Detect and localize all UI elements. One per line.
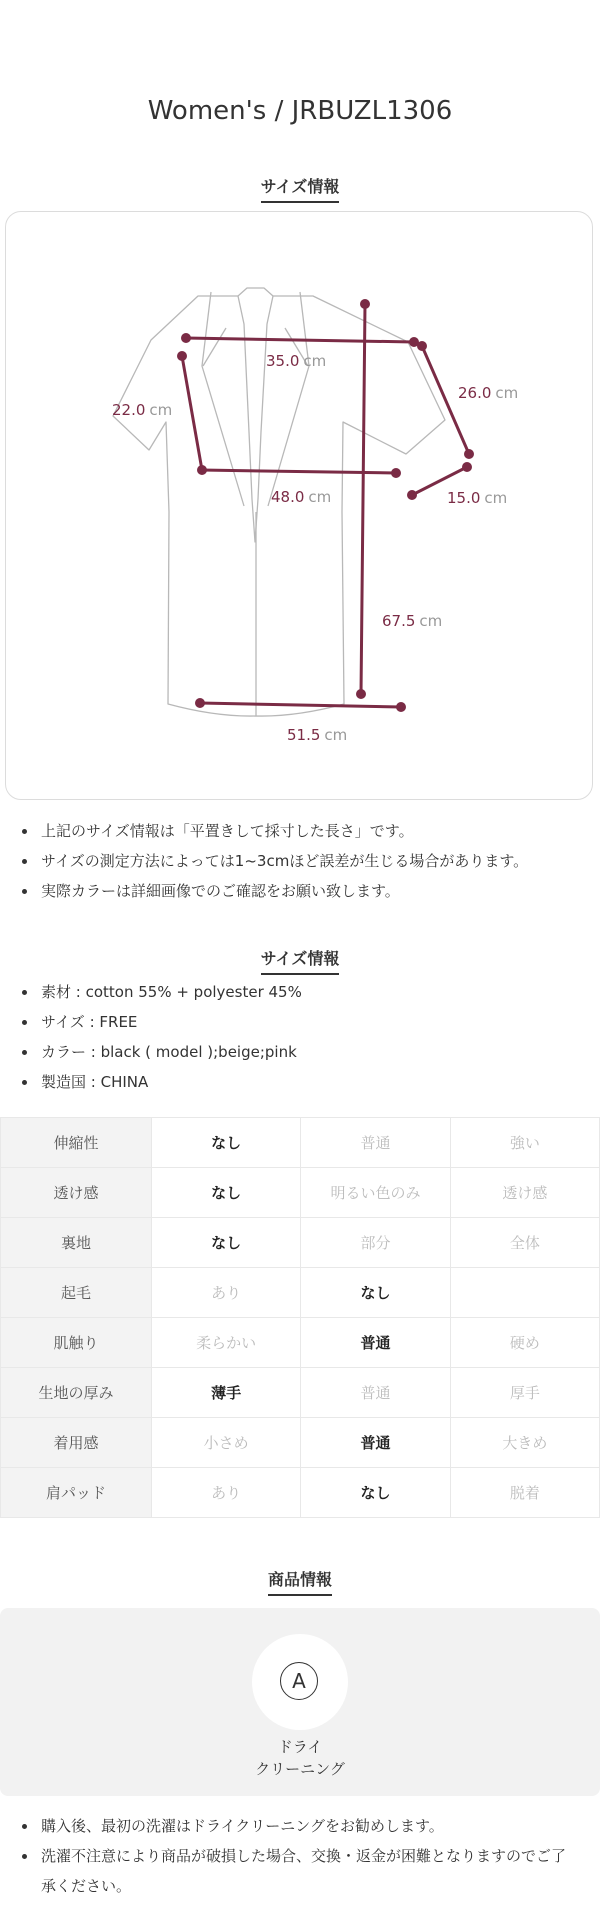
marker-dot [179,353,186,360]
marker-dot [393,470,400,477]
table-row [1,1268,600,1318]
armhole-label: 22.0 cm [112,401,173,419]
marker-dot [466,451,473,458]
attribute-option: 明るい色のみ [301,1168,450,1218]
attribute-option-selected: なし [152,1118,301,1168]
list-item: サイズ : FREE [0,1007,600,1037]
spec-list [0,977,600,1097]
attribute-option-selected: なし [301,1468,450,1518]
marker-dot [411,339,418,346]
attribute-option: あり [152,1268,301,1318]
attribute-option: 全体 [450,1218,599,1268]
attribute-option: 硬め [450,1318,599,1368]
size-diagram [5,211,593,800]
list-item: カラー : black ( model );beige;pink [0,1037,600,1067]
marker-dot [199,467,206,474]
table-row [1,1118,600,1168]
attribute-option-selected: 普通 [301,1318,450,1368]
garment-diagram [6,212,594,801]
attribute-label: 透け感 [1,1168,152,1218]
attribute-option-selected: なし [301,1268,450,1318]
care-label-line: クリーニング [255,1760,345,1778]
table-row [1,1218,600,1268]
list-item: 上記のサイズ情報は「平置きして採寸した長さ」です。 [0,816,600,846]
attribute-option-selected: 薄手 [152,1368,301,1418]
sleeve-opening-label: 15.0 cm [447,489,508,507]
attribute-option: 厚手 [450,1368,599,1418]
care-icon-circle [252,1634,348,1730]
attribute-label: 生地の厚み [1,1368,152,1418]
marker-dot [409,492,416,499]
fabric-attribute-table [0,1117,600,1518]
attribute-option: 柔らかい [152,1318,301,1368]
list-item: 洗濯不注意により商品が破損した場合、交換・返金が困難となりますのでご了承ください。 [0,1841,600,1901]
attribute-option-selected: 普通 [301,1418,450,1468]
attribute-option: 脱着 [450,1468,599,1518]
attribute-option: あり [152,1468,301,1518]
attribute-option: 透け感 [450,1168,599,1218]
marker-dot [197,700,204,707]
attribute-label: 裏地 [1,1218,152,1268]
sleeve-length-label: 26.0 cm [458,384,519,402]
attribute-label: 肩パッド [1,1468,152,1518]
size-info-heading [0,174,600,203]
marker-dot [358,691,365,698]
shoulder-measure-line [186,338,414,342]
spec-heading [0,946,600,975]
attribute-label: 起毛 [1,1268,152,1318]
hem-label: 51.5 cm [287,726,348,744]
size-info-heading-text: サイズ情報 [261,174,340,203]
table-row [1,1318,600,1368]
attribute-option: 大きめ [450,1418,599,1468]
table-row [1,1418,600,1468]
attribute-label: 着用感 [1,1418,152,1468]
attribute-label: 肌触り [1,1318,152,1368]
attribute-option-selected: なし [152,1218,301,1268]
attribute-option: 小さめ [152,1418,301,1468]
shoulder-label: 35.0 cm [266,352,327,370]
spec-heading-text: サイズ情報 [261,946,340,975]
attribute-label: 伸縮性 [1,1118,152,1168]
attribute-option: 強い [450,1118,599,1168]
care-instructions-box [0,1608,600,1796]
list-item: 素材 : cotton 55% + polyester 45% [0,977,600,1007]
attribute-option-selected: なし [152,1168,301,1218]
care-label [0,1736,600,1780]
attribute-option: 普通 [301,1118,450,1168]
total-length-label: 67.5 cm [382,612,443,630]
list-item: 実際カラーは詳細画像でのご確認をお願い致します。 [0,876,600,906]
chest-label: 48.0 cm [271,488,332,506]
list-item: 製造国 : CHINA [0,1067,600,1097]
table-row [1,1168,600,1218]
chest-measure-line [201,470,396,473]
attribute-option [450,1268,599,1318]
attribute-option: 部分 [301,1218,450,1268]
size-notes-list [0,816,600,906]
hem-measure-line [200,703,401,707]
care-label-line: ドライ [277,1738,323,1756]
product-info-heading [0,1567,600,1596]
marker-dot [419,343,426,350]
total-length-measure-line [361,304,365,694]
marker-dot [183,335,190,342]
list-item: サイズの測定方法によっては1~3cmほど誤差が生じる場合があります。 [0,846,600,876]
attribute-option: 普通 [301,1368,450,1418]
washing-notes-list [0,1811,600,1901]
product-title: Women's / JRBUZL1306 [147,96,453,126]
table-row [1,1368,600,1418]
dry-clean-icon: A [280,1662,318,1700]
table-row [1,1468,600,1518]
marker-dot [398,704,405,711]
product-info-heading-text: 商品情報 [268,1567,332,1596]
marker-dot [464,464,471,471]
marker-dot [362,301,369,308]
armhole-measure-line [182,356,202,470]
list-item: 購入後、最初の洗濯はドライクリーニングをお勧めします。 [0,1811,600,1841]
